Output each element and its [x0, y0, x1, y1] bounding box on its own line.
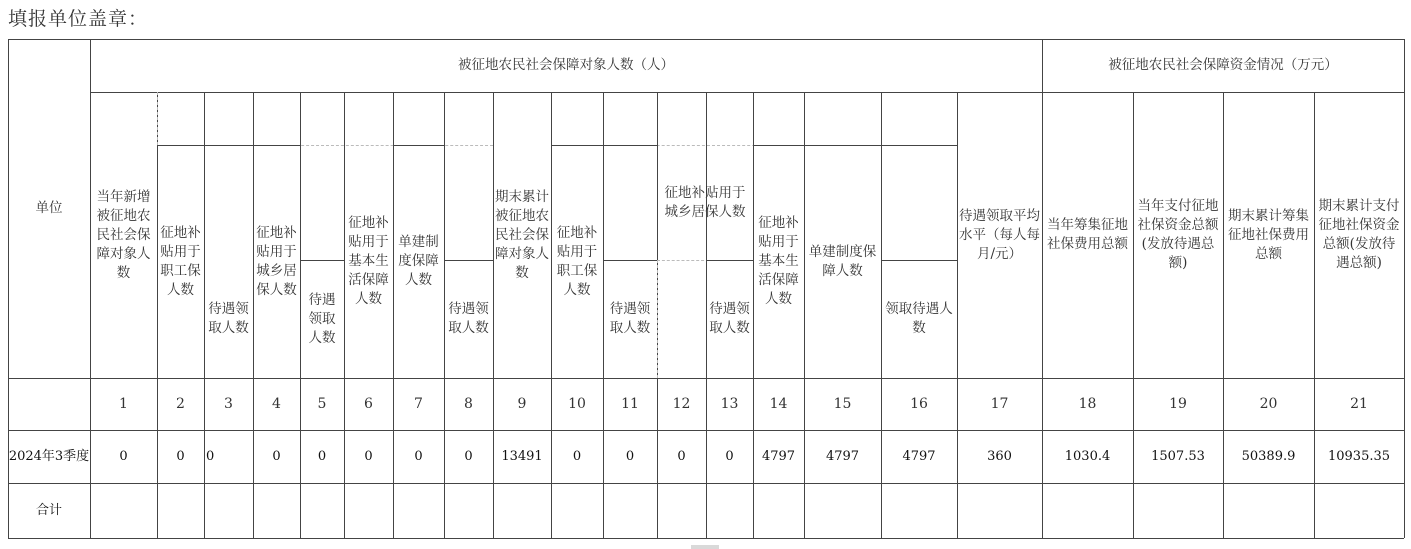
table-cell [804, 483, 881, 538]
grid-line [204, 145, 253, 146]
table-cell [493, 483, 551, 538]
table-cell: 4797 [825, 449, 860, 464]
grid-line [8, 538, 1404, 539]
column-number-4: 4 [272, 395, 281, 412]
table-cell [393, 483, 444, 538]
table-cell: 0 [272, 449, 281, 464]
table-cell: 13491 [501, 449, 543, 464]
column-number-13: 13 [720, 395, 739, 412]
column-header-2: 征地补贴用于职工保人数 [160, 224, 201, 298]
table-cell [1314, 483, 1404, 538]
column-number-12: 12 [672, 395, 691, 412]
table-cell [603, 483, 657, 538]
table-cell: 0 [206, 449, 215, 464]
column-number-8: 8 [464, 395, 473, 412]
row-label: 合计 [35, 503, 62, 518]
table-cell: 0 [414, 449, 423, 464]
table-cell: 10935.35 [1327, 449, 1391, 464]
column-header-10: 征地补贴用于职工保人数 [556, 224, 598, 298]
table-cell: 1030.4 [1064, 449, 1111, 464]
table-cell: 360 [987, 449, 1012, 464]
column-header-16: 领取待遇人数 [885, 301, 953, 336]
column-number-20: 20 [1259, 395, 1278, 412]
table-cell: 0 [176, 449, 185, 464]
column-header-19: 当年支付征地社保资金总额(发放待遇总额) [1137, 198, 1219, 271]
table-cell [1223, 483, 1314, 538]
table-cell: 0 [677, 449, 686, 464]
column-number-14: 14 [769, 395, 788, 412]
table-cell [344, 483, 393, 538]
group-header-people: 被征地农民社会保障对象人数（人） [458, 57, 674, 73]
column-number-7: 7 [414, 395, 423, 412]
table-cell: 0 [317, 449, 327, 464]
table-cell: 0 [119, 449, 128, 464]
column-header-8: 待遇领取人数 [448, 301, 489, 336]
table-cell [657, 483, 706, 538]
table-cell [753, 483, 804, 538]
column-header-15: 单建制度保障人数 [808, 243, 877, 279]
column-header-9: 期末累计被征地农民社会保障对象人数 [495, 188, 549, 281]
page-title: 填报单位盖章： [8, 8, 149, 30]
column-number-3: 3 [224, 395, 233, 412]
column-number-2: 2 [176, 395, 185, 412]
table-cell: 0 [625, 449, 635, 464]
column-header-4: 征地补贴用于城乡居保人数 [256, 224, 297, 298]
table-cell [157, 483, 204, 538]
column-header-1: 当年新增被征地农民社会保障对象人数 [96, 188, 151, 281]
table-cell: 0 [364, 449, 373, 464]
column-number-11: 11 [621, 395, 639, 412]
column-header-14: 征地补贴用于基本生活保障人数 [758, 215, 799, 307]
column-header-6: 征地补贴用于基本生活保障人数 [348, 215, 389, 307]
unit-header: 单位 [35, 200, 63, 216]
column-number-17: 17 [990, 395, 1009, 412]
grid-line [157, 92, 158, 145]
table-cell [444, 483, 493, 538]
table-cell: 0 [572, 449, 582, 464]
column-number-18: 18 [1078, 395, 1097, 412]
grid-line [657, 260, 658, 378]
table-cell [1133, 483, 1223, 538]
table-cell: 0 [464, 449, 473, 464]
column-header-21: 期末累计支付征地社保资金总额(发放待遇总额) [1318, 198, 1400, 271]
table-cell [957, 483, 1042, 538]
table-cell: 4797 [902, 449, 936, 464]
column-number-15: 15 [833, 395, 852, 412]
table-cell: 0 [725, 449, 734, 464]
row-label: 2024年3季度 [8, 449, 90, 464]
column-header-3: 待遇领取人数 [208, 301, 249, 336]
column-number-19: 19 [1169, 395, 1187, 412]
column-header-20: 期末累计筹集征地社保费用总额 [1228, 207, 1309, 262]
column-header-18: 当年筹集征地社保费用总额 [1047, 217, 1128, 252]
column-number-5: 5 [317, 395, 327, 412]
table-cell [551, 483, 603, 538]
table-cell [881, 483, 957, 538]
column-header-5: 待遇领取人数 [308, 291, 336, 346]
column-header-11: 待遇领取人数 [609, 301, 651, 336]
table-cell [706, 483, 753, 538]
table-cell: 1507.53 [1151, 449, 1205, 464]
column-number-16: 16 [910, 395, 928, 412]
page-divider [691, 545, 719, 549]
group-header-funds: 被征地农民社会保障资金情况（万元） [1108, 57, 1338, 73]
table-cell [204, 483, 253, 538]
column-header-7: 单建制度保障人数 [398, 234, 439, 288]
table-cell: 50389.9 [1241, 449, 1296, 464]
column-number-1: 1 [119, 395, 128, 412]
column-number-21: 21 [1350, 395, 1368, 412]
table-cell [90, 483, 157, 538]
column-header-17: 待遇领取平均水平（每人每月/元） [959, 207, 1040, 262]
grid-line [1404, 39, 1405, 538]
column-number-6: 6 [364, 395, 373, 412]
column-header-12: 征地补贴用于城乡居保人数 [664, 184, 746, 220]
column-number-10: 10 [568, 395, 586, 412]
column-header-13: 待遇领取人数 [709, 301, 750, 336]
table-cell: 4797 [761, 449, 796, 464]
column-number-9: 9 [517, 395, 527, 412]
table-cell [300, 483, 344, 538]
table-cell [253, 483, 300, 538]
grid-line [881, 145, 957, 146]
table-cell [1042, 483, 1133, 538]
